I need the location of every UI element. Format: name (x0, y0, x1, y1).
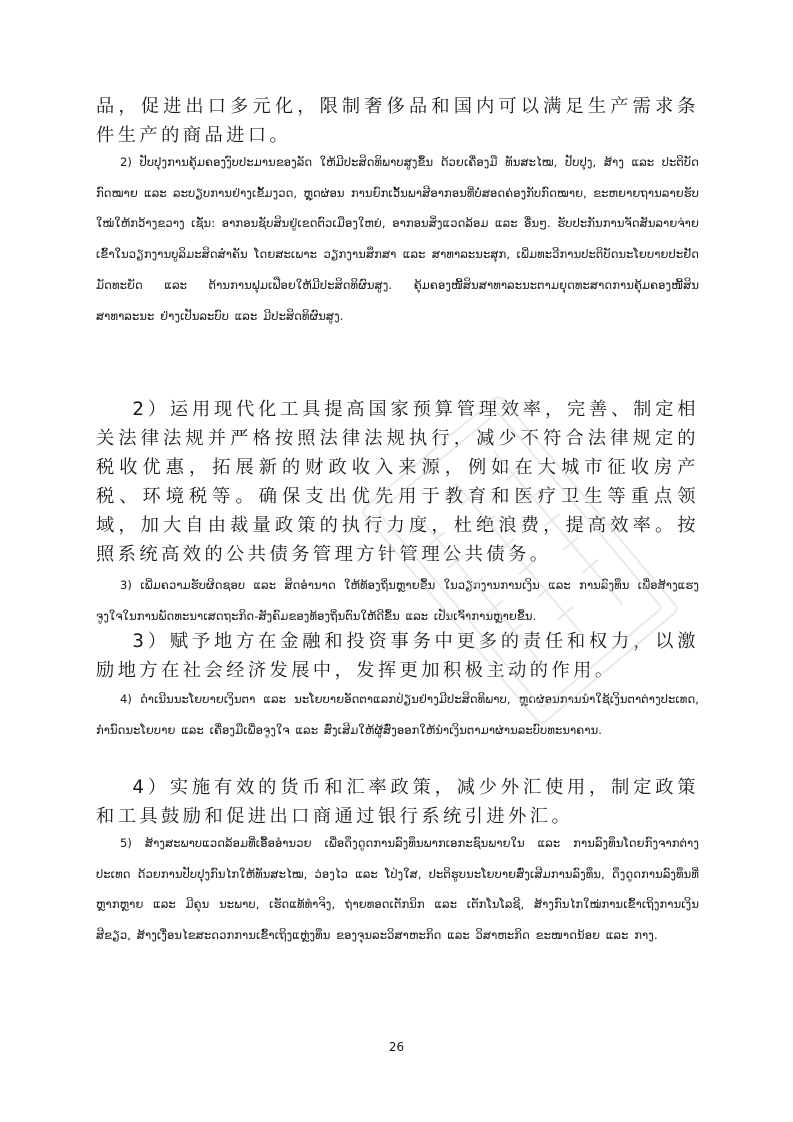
page-number: 26 (388, 1040, 405, 1054)
chinese-paragraph-continuation: 品，促进出口多元化，限制奢侈品和国内可以满足生产需求条件生产的商品进口。 (96, 96, 699, 146)
lao-paragraph-item-2: 2) ປັບປຸງການຄຸ້ມຄອງງົບປະມານຂອງລັດ ໃຫ້ມີປະສິດທິພາບສູງຂຶ້ນ ດ້ວຍເຄື່ອງມື ທັນສະໄໝ, ປັບປຸງ, ສ້າງ ແລະ ປະຕິບັດກົດໝາຍ ແລະ ລະບຽບການຢ່າງເຂັ້ມງວດ, ຫຼຸດຜ່ອນ ການຍົກເວັ້ນພາສີອາກອນທີ່ບໍ່ສອດຄ່ອງກັບກົດໝາຍ, ຂະຫຍາຍຖານລາຍຮັບໃໝ່ໃຫ້ກວ້າງຂວາງ ເຊັ່ນ: ອາກອນຊັບສິນຢູ່ເຂດຕົວເມືອງໃຫຍ່, ອາກອນສິ່ງແວດລ້ອມ ແລະ ອື່ນໆ. ຮັບປະກັນການຈັດສັນລາຍຈ່າຍເຂົ້າໃນວຽກງານບູລິມະສິດສຳຄັນ ໂດຍສະເພາະ ວຽກງານສຶກສາ ແລະ ສາທາລະນະສຸກ, ເພີ່ມທະວີການປະຕິບັດນະໂຍບາຍປະຢັດມັດທະຍັດ ແລະ ຕ້ານການຟຸມເຟືອຍໃຫ້ມີປະສິດທິຜົນສູງ. ຄຸ້ມຄອງໜີ້ສິນສາທາລະນະຕາມຍຸດທະສາດການຄຸ້ມຄອງໜີ້ສິນສາທາລະນະ ຢ່າງເປັນລະບົບ ແລະ ມີປະສິດທິຜົນສູງ. (96, 155, 699, 323)
lao-paragraph-item-4: 4) ດຳເນີນນະໂຍບາຍເງິນຕາ ແລະ ນະໂຍບາຍອັດຕາແລກປ່ຽນຢ່າງມີປະສິດທິພາບ, ຫຼຸດຜ່ອນການນຳໃຊ້ເງິນຕາຕ່າງປະເທດ, ກຳນົດນະໂຍບາຍ ແລະ ເຄື່ອງມືເພື່ອຈູງໃຈ ແລະ ສົ່ງເສີມໃຫ້ຜູ້ສົ່ງອອກໃຫ້ນຳເງິນຕາມາຜ່ານລະບົບທະນາຄານ. (96, 692, 699, 737)
chinese-paragraph-item-3: 3）赋予地方在金融和投资事务中更多的责任和权力，以激励地方在社会经济发展中，发挥更加积极主动的作用。 (96, 631, 699, 681)
chinese-paragraph-item-2: 2）运用现代化工具提高国家预算管理效率，完善、制定相关法律法规并严格按照法律法规执行，减少不符合法律规定的税收优惠，拓展新的财政收入来源，例如在大城市征收房产税、环境税等。确保支出优先用于教育和医疗卫生等重点领域，加大自由裁量政策的执行力度，杜绝浪费，提高效率。按照系统高效的公共债务管理方针管理公共债务。 (96, 399, 699, 565)
lao-paragraph-item-5: 5) ສ້າງສະພາບແວດລ້ອມທີ່ເອື້ອອຳນວຍ ເພື່ອດຶງດູດການລົງທຶນພາກເອກະຊົນພາຍໃນ ແລະ ການລົງທຶນໂດຍກົງຈາກຕ່າງປະເທດ ດ້ວຍການປັບປຸງກົນໄກໃຫ້ທັນສະໄໝ, ວ່ອງໄວ ແລະ ໂປ່ງໃສ, ປະຕິຮູບນະໂຍບາຍສົ່ງເສີມການລົງທຶນ, ດຶງດູດການລົງທຶນທີ່ຫຼາກຫຼາຍ ແລະ ມີຄຸນ ນະພາບ, ເຮັດແທ້ທຳຈິງ, ຖ່າຍທອດເຕັກນິກ ແລະ ເຕັກໂນໂລຊີ, ສ້າງກົນໄກໃໝ່ການເຂົ້າເຖິງການເງິນ ສີຂຽວ, ສ້າງເງື່ອນໄຂສະດວກການເຂົ້າເຖິງແຫຼ່ງທຶນ ຂອງຈຸນລະວິສາຫະກິດ ແລະ ວິສາຫະກິດ ຂະໜາດນ້ອຍ ແລະ ກາງ. (96, 836, 699, 943)
chinese-paragraph-item-4: 4）实施有效的货币和汇率政策，减少外汇使用，制定政策和工具鼓励和促进出口商通过银行系统引进外汇。 (96, 777, 699, 827)
lao-paragraph-item-3: 3) ເພີ່ມຄວາມຮັບຜິດຊອບ ແລະ ສິດອຳນາດ ໃຫ້ທ້ອງຖິ່ນຫຼາຍຂຶ້ນ ໃນວຽກງານການເງິນ ແລະ ການລົງທຶນ ເພື່ອສ້າງແຮງຈູງໃຈໃນການພັດທະນາເສດຖະກິດ-ສັງຄົມຂອງທ້ອງຖິ່ນຕົນໃຫ້ດີຂຶ້ນ ແລະ ເປັນເຈົ້າການຫຼາຍຂຶ້ນ. (96, 578, 699, 623)
